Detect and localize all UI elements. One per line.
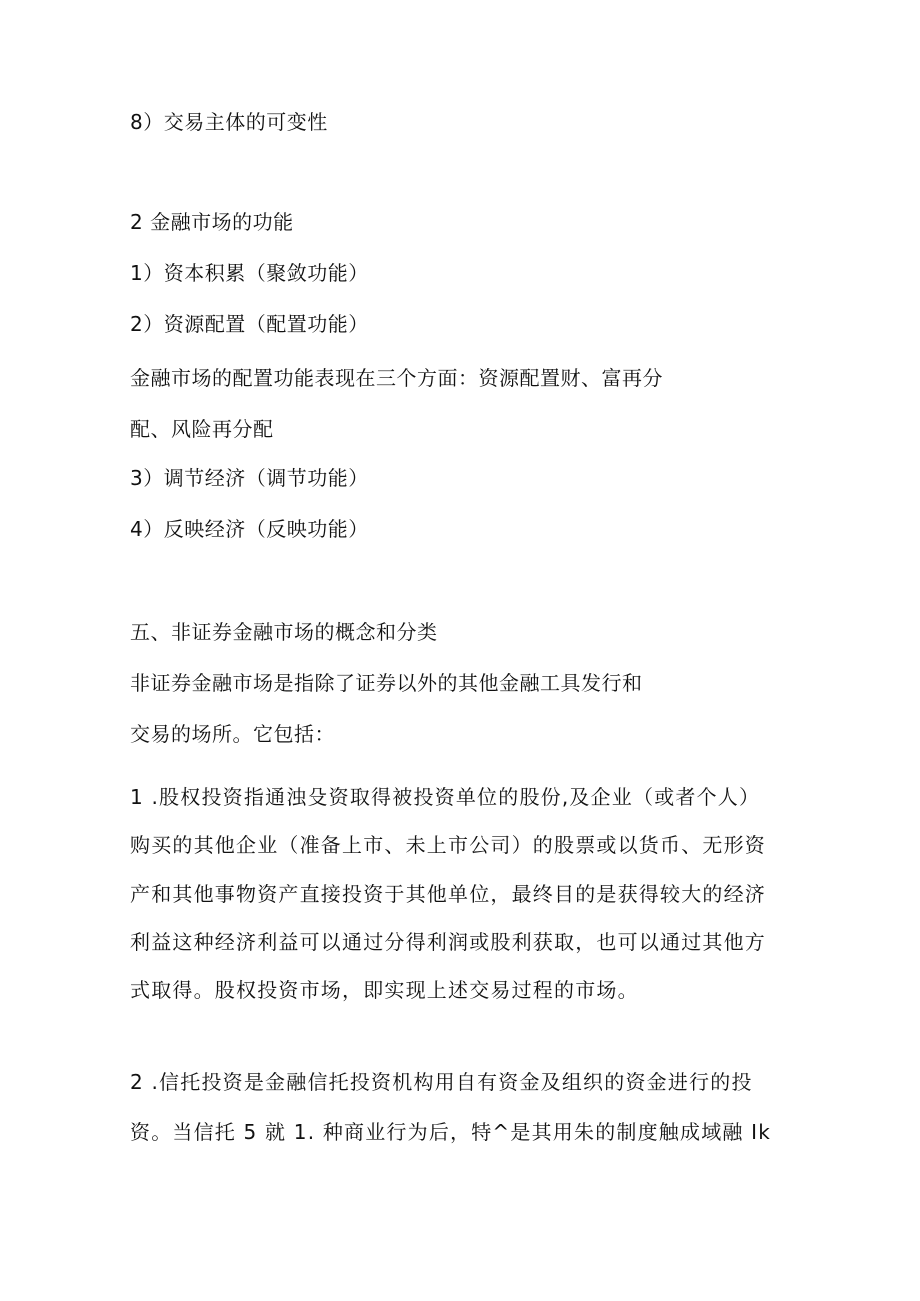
text-line: 产和其他事物资产直接投资于其他单位，最终目的是获得较大的经济 [130, 882, 766, 906]
text-line: 非证券金融市场是指除了证券以外的其他金融工具发行和 [130, 671, 643, 695]
text-line: 配、风险再分配 [130, 417, 274, 441]
text-line: 8）交易主体的可变性 [130, 110, 328, 134]
text-line: 式取得。股权投资市场，即实现上述交易过程的市场。 [130, 978, 639, 1002]
text-line: 4）反映经济（反映功能） [130, 517, 369, 541]
text-line: 2 .信托投资是金融信托投资机构用自有资金及组织的资金进行的投 [130, 1070, 753, 1094]
text-line: 资。当信托 5 就 1. 种商业行为后，特^是其用朱的制度触成域融 Ik [130, 1120, 772, 1144]
text-line: 3）调节经济（调节功能） [130, 466, 369, 490]
text-line: 2）资源配置（配置功能） [130, 312, 369, 336]
text-line: 1 .股权投资指通浊殳资取得被投资单位的股份,及企业（或者个人） [130, 785, 761, 809]
section-heading: 五、非证券金融市场的概念和分类 [130, 620, 438, 644]
text-line: 金融市场的配置功能表现在三个方面：资源配置财、富再分 [130, 366, 663, 390]
text-line: 1）资本积累（聚敛功能） [130, 261, 369, 285]
text-line: 交易的场所。它包括： [130, 722, 335, 746]
section-heading: 2 金融市场的功能 [130, 210, 294, 234]
text-line: 利益这种经济利益可以通过分得利润或股利获取，也可以通过其他方 [130, 930, 766, 954]
text-line: 购买的其他企业（准备上市、未上市公司）的股票或以货币、无形资 [130, 833, 766, 857]
